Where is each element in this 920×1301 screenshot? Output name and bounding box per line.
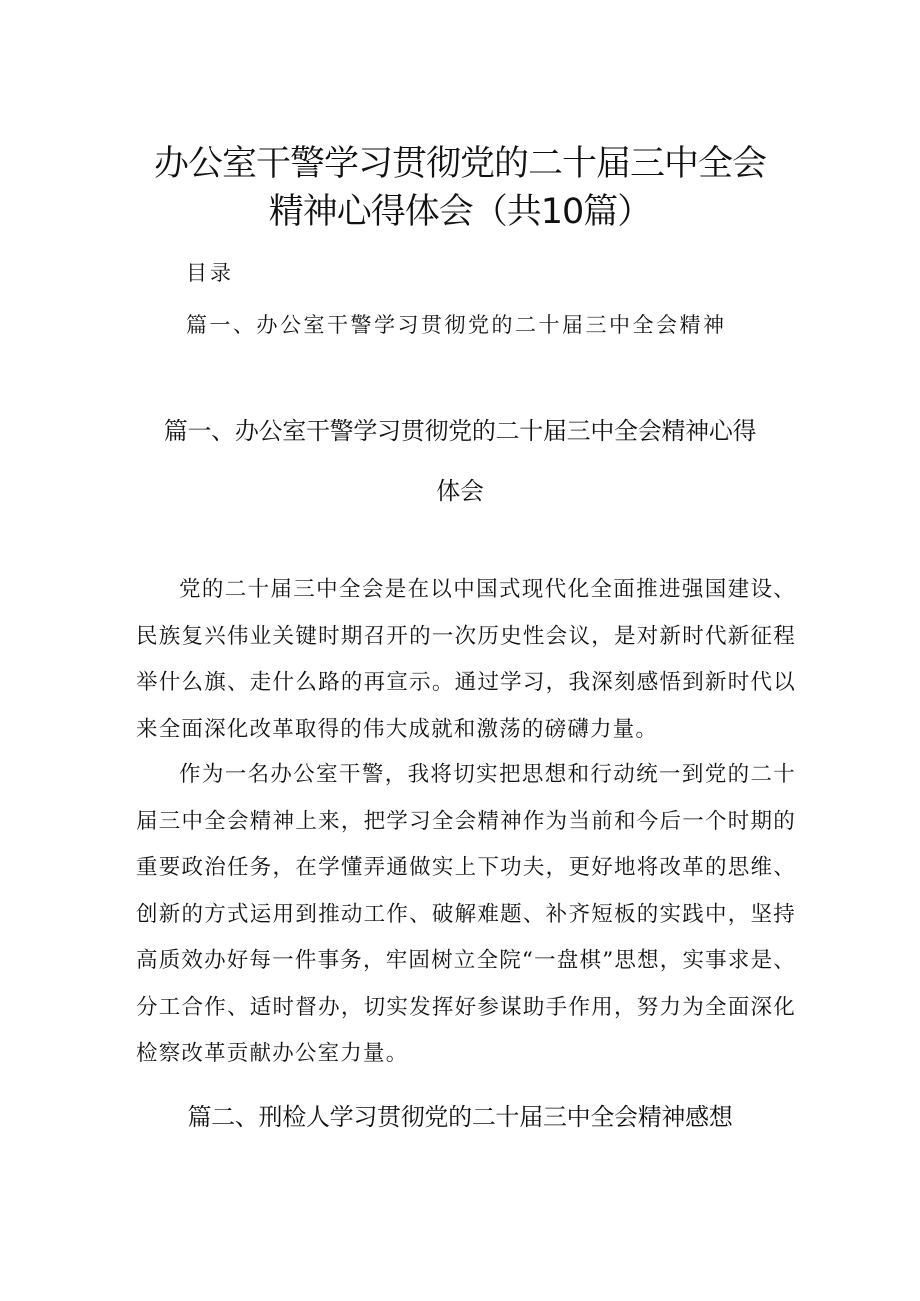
section-1-heading-line1: 篇一、办公室干警学习贯彻党的二十届三中全会精神心得 — [163, 417, 757, 445]
toc-label: 目录 — [186, 261, 234, 285]
document-title-line2: 精神心得体会（共10篇） — [268, 192, 652, 232]
section-1-heading-line2: 体会 — [436, 477, 484, 505]
document-title-line1: 办公室干警学习贯彻党的二十届三中全会 — [153, 144, 766, 184]
section-1-paragraph-1: 党的二十届三中全会是在以中国式现代化全面推进强国建设、民族复兴伟业关键时期召开的一次历史性会议，是对新时代新征程举什么旗、走什么路的再宣示。通过学习，我深刻感悟到新时代以来全面深化改革取得的伟大成就和激荡的磅礴力量。 — [136, 577, 796, 742]
section-2-heading: 篇二、刑检人学习贯彻党的二十届三中全会精神感想 — [187, 1103, 733, 1131]
section-1-paragraph-2: 作为一名办公室干警，我将切实把思想和行动统一到党的二十届三中全会精神上来，把学习全会精神作为当前和今后一个时期的重要政治任务，在学懂弄通做实上下功夫，更好地将改革的思维、创新的方式运用到推动工作、破解难题、补齐短板的实践中，坚持高质效办好每一件事务，牢固树立全院“一盘棋”思想，实事求是、分工合作、适时督办，切实发挥好参谋助手作用，努力为全面深化检察改革贡献办公室力量。 — [136, 762, 796, 1066]
toc-item[interactable]: 篇一、办公室干警学习贯彻党的二十届三中全会精神 — [186, 313, 727, 337]
